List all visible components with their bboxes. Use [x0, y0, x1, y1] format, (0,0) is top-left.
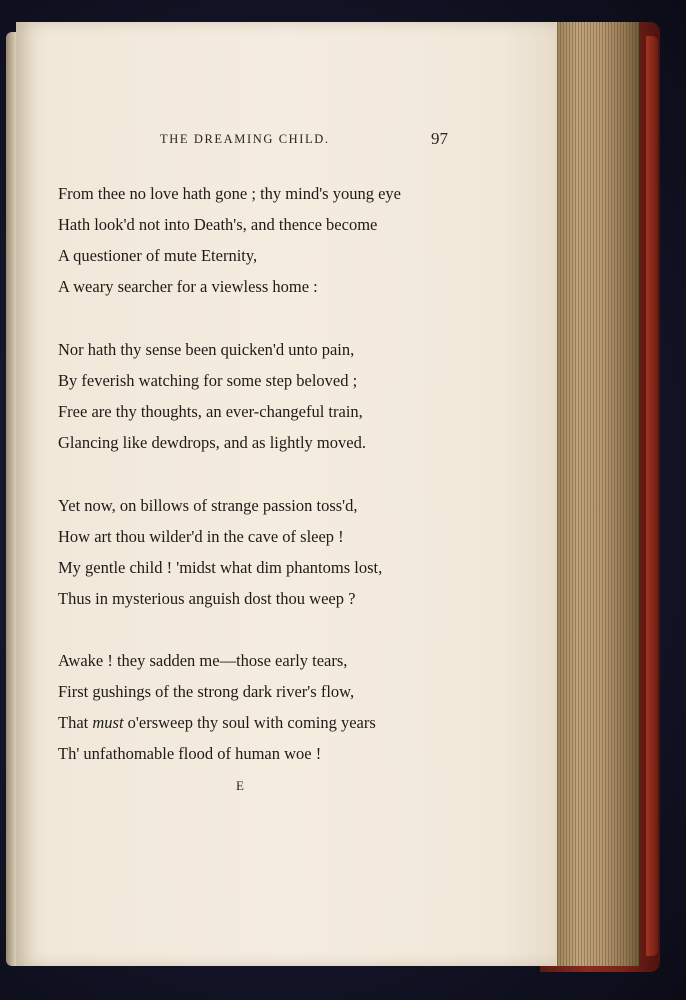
poem-line-start: That: [58, 713, 89, 732]
poem-line: Th' unfathomable flood of human woe !: [58, 744, 322, 763]
stanza-2: [58, 334, 498, 458]
poem-line: A weary searcher for a viewless home :: [58, 277, 318, 296]
poem-line: Yet now, on billows of strange passion toss'd,: [58, 496, 358, 515]
page-number: 97: [431, 129, 448, 148]
stanza-4: [58, 645, 498, 769]
signature-mark: E: [236, 778, 245, 793]
stanza-3: [58, 490, 498, 614]
poem-line: [58, 707, 498, 738]
poem-line: First gushings of the strong dark river's flow,: [58, 682, 355, 701]
italic-word: must: [92, 713, 124, 732]
poem-line: Awake ! they sadden me—those early tears,: [58, 651, 348, 670]
poem-line: Nor hath thy sense been quicken'd unto pain,: [58, 340, 355, 359]
poem-line: A questioner of mute Eternity,: [58, 246, 258, 265]
poem-line: My gentle child ! 'midst what dim phantoms lost,: [58, 558, 383, 577]
poem-line: Hath look'd not into Death's, and thence become: [58, 215, 378, 234]
poem-line: Glancing like dewdrops, and as lightly moved.: [58, 433, 366, 452]
poem-line: From thee no love hath gone ; thy mind's young eye: [58, 184, 402, 203]
poem-line-rest: o'ersweep thy soul with coming years: [123, 713, 376, 732]
poem-line: By feverish watching for some step beloved ;: [58, 371, 358, 390]
gilt-page-edges: [555, 22, 639, 966]
poem-line: Free are thy thoughts, an ever-changeful train,: [58, 402, 363, 421]
poem-line: How art thou wilder'd in the cave of sleep !: [58, 527, 344, 546]
stanza-1: [58, 178, 498, 302]
poem-line: Thus in mysterious anguish dost thou weep ?: [58, 589, 356, 608]
book-cover-edge: [646, 36, 658, 956]
running-head: THE DREAMING CHILD.: [160, 132, 330, 146]
